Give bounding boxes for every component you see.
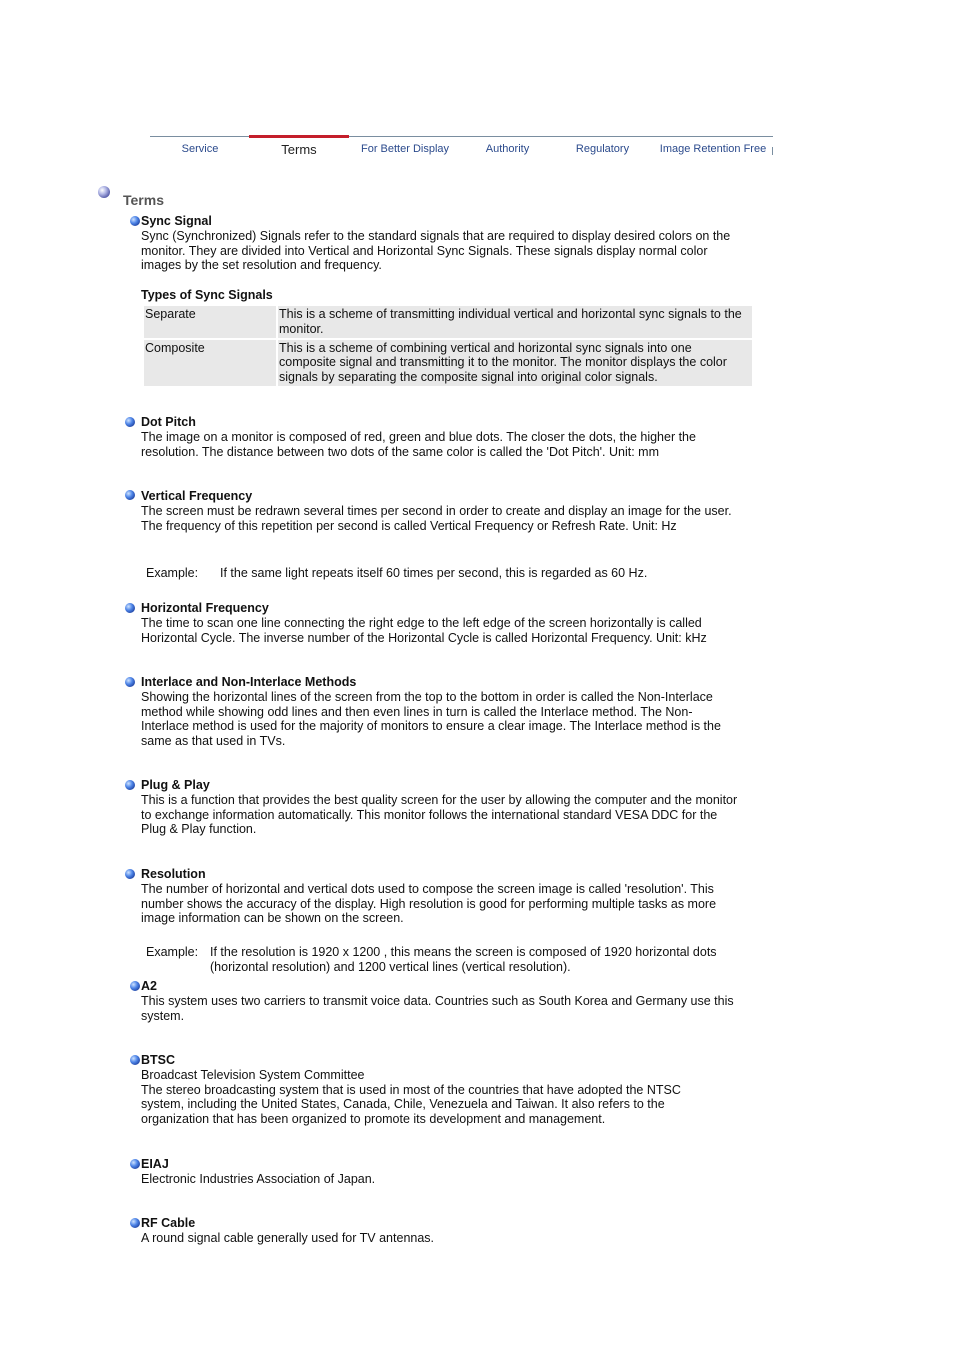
section-bullet-icon	[98, 186, 110, 198]
bullet-icon	[130, 216, 140, 226]
bullet-icon	[130, 1218, 140, 1228]
term-body: The image on a monitor is composed of red, green and blue dots. The closer the dots, the higher the resolution. The distance between two dots of the same color is called the 'Dot Pitch'. Unit: mm	[141, 429, 696, 459]
term-body: Sync (Synchronized) Signals refer to the standard signals that are required to display desired colors on the monitor. They are divided into Vertical and Horizontal Sync Signals. These signals display normal color images by the set resolution and frequency.	[141, 228, 731, 273]
table-row	[144, 340, 752, 386]
term-sync-signal	[141, 214, 751, 273]
tab-bar	[150, 136, 773, 161]
tab-authority[interactable]	[460, 137, 555, 161]
table-cell: Separate	[144, 306, 276, 338]
tab-label: Terms	[281, 142, 317, 157]
tab-label: For Better Display	[360, 143, 450, 155]
term-title: EIAJ	[141, 1157, 169, 1171]
term-eiaj	[141, 1157, 751, 1187]
term-title: RF Cable	[141, 1216, 196, 1230]
tab-regulatory[interactable]	[555, 137, 650, 161]
term-title: Vertical Frequency	[141, 489, 253, 503]
tab-terms[interactable]	[249, 135, 349, 162]
term-title: A2	[141, 979, 157, 993]
example-label: Example:	[146, 566, 199, 580]
term-body: A round signal cable generally used for TV antennas.	[141, 1230, 435, 1245]
term-title: Plug & Play	[141, 778, 210, 792]
term-body: The screen must be redrawn several times per second in order to create and display an image for the user. The frequency of this repetition per second is called Vertical Frequency or Refresh Rate. Unit: Hz	[141, 503, 732, 533]
tab-label: Image Retention Free	[659, 143, 767, 155]
tab-for-better-display[interactable]	[350, 137, 460, 161]
term-body: This is a function that provides the best quality screen for the user by allowing the computer and the monitor to exchange information automatically. This monitor follows the international standard VESA DDC for the Plug & Play function.	[141, 792, 738, 837]
bullet-icon	[125, 603, 135, 613]
term-body: Showing the horizontal lines of the screen from the top to the bottom in order is called the Non-Interlace method while showing odd lines and then even lines in turn is called the Interlace method. The Non-Interlace method is used for the majority of monitors to ensure a clear image. The Interlace method is the same as that used in TVs.	[141, 689, 721, 749]
example-text: If the same light repeats itself 60 times per second, this is regarded as 60 Hz.	[220, 566, 648, 580]
bullet-icon	[130, 981, 140, 991]
term-title: Resolution	[141, 867, 206, 881]
bullet-icon	[125, 677, 135, 687]
bullet-icon	[125, 490, 135, 500]
term-title: Sync Signal	[141, 214, 212, 228]
term-body: Electronic Industries Association of Japan.	[141, 1171, 376, 1186]
bullet-icon	[125, 780, 135, 790]
term-dot-pitch	[141, 415, 751, 459]
tab-service[interactable]	[150, 137, 250, 161]
table-cell: This is a scheme of transmitting individual vertical and horizontal sync signals to the monitor.	[278, 306, 752, 338]
tab-label: Service	[181, 143, 219, 155]
bullet-icon	[125, 417, 135, 427]
example-resolution	[146, 945, 736, 975]
sync-types-table	[142, 304, 754, 388]
example-vertical-frequency	[146, 566, 746, 581]
table-cell: Composite	[144, 340, 276, 386]
term-btsc	[141, 1053, 726, 1127]
term-body: This system uses two carriers to transmit voice data. Countries such as South Korea and Germany use this system.	[141, 993, 734, 1023]
example-label: Example:	[146, 945, 199, 959]
term-horizontal-frequency	[141, 601, 751, 645]
term-resolution	[141, 867, 751, 926]
term-title: Interlace and Non-Interlace Methods	[141, 675, 357, 689]
term-body: The time to scan one line connecting the right edge to the left edge of the screen horizontally is called Horizontal Cycle. The inverse number of the Horizontal Cycle is called Horizontal Frequency. Unit: kHz	[141, 615, 707, 645]
term-subtitle: Broadcast Television System Committee	[141, 1067, 365, 1082]
term-body: The number of horizontal and vertical dots used to compose the screen image is called 'resolution'. This number shows the accuracy of the display. High resolution is good for performing multiple tasks as more image information can be shown on the screen.	[141, 881, 717, 926]
bullet-icon	[125, 869, 135, 879]
term-interlace	[141, 675, 733, 749]
page-title: Terms	[123, 192, 164, 208]
table-cell: This is a scheme of combining vertical and horizontal sync signals into one composite signal and transmitting it to the monitor. The monitor displays the color signals by separating the composite signal into original color signals.	[278, 340, 752, 386]
tab-label: Regulatory	[575, 143, 630, 155]
table-row	[144, 306, 752, 338]
tab-divider	[772, 147, 773, 155]
tab-label: Authority	[485, 143, 530, 155]
term-title: BTSC	[141, 1053, 176, 1067]
bullet-icon	[130, 1055, 140, 1065]
term-body: The stereo broadcasting system that is used in most of the countries that have adopted the NTSC system, including the United States, Canada, Chile, Venezuela and Taiwan. It also refers to the organization that has been organized to promote its development and management.	[141, 1082, 681, 1127]
tab-image-retention-free[interactable]	[653, 137, 773, 161]
term-title: Dot Pitch	[141, 415, 196, 429]
term-rf-cable	[141, 1216, 751, 1246]
types-title: Types of Sync Signals	[141, 288, 273, 302]
term-vertical-frequency	[141, 489, 751, 533]
example-text: If the resolution is 1920 x 1200 , this means the screen is composed of 1920 horizontal dots (horizontal resolution) and 1200 vertical lines (vertical resolution).	[210, 945, 717, 974]
term-a2	[141, 979, 751, 1023]
term-plug-play	[141, 778, 739, 837]
bullet-icon	[130, 1159, 140, 1169]
term-title: Horizontal Frequency	[141, 601, 269, 615]
